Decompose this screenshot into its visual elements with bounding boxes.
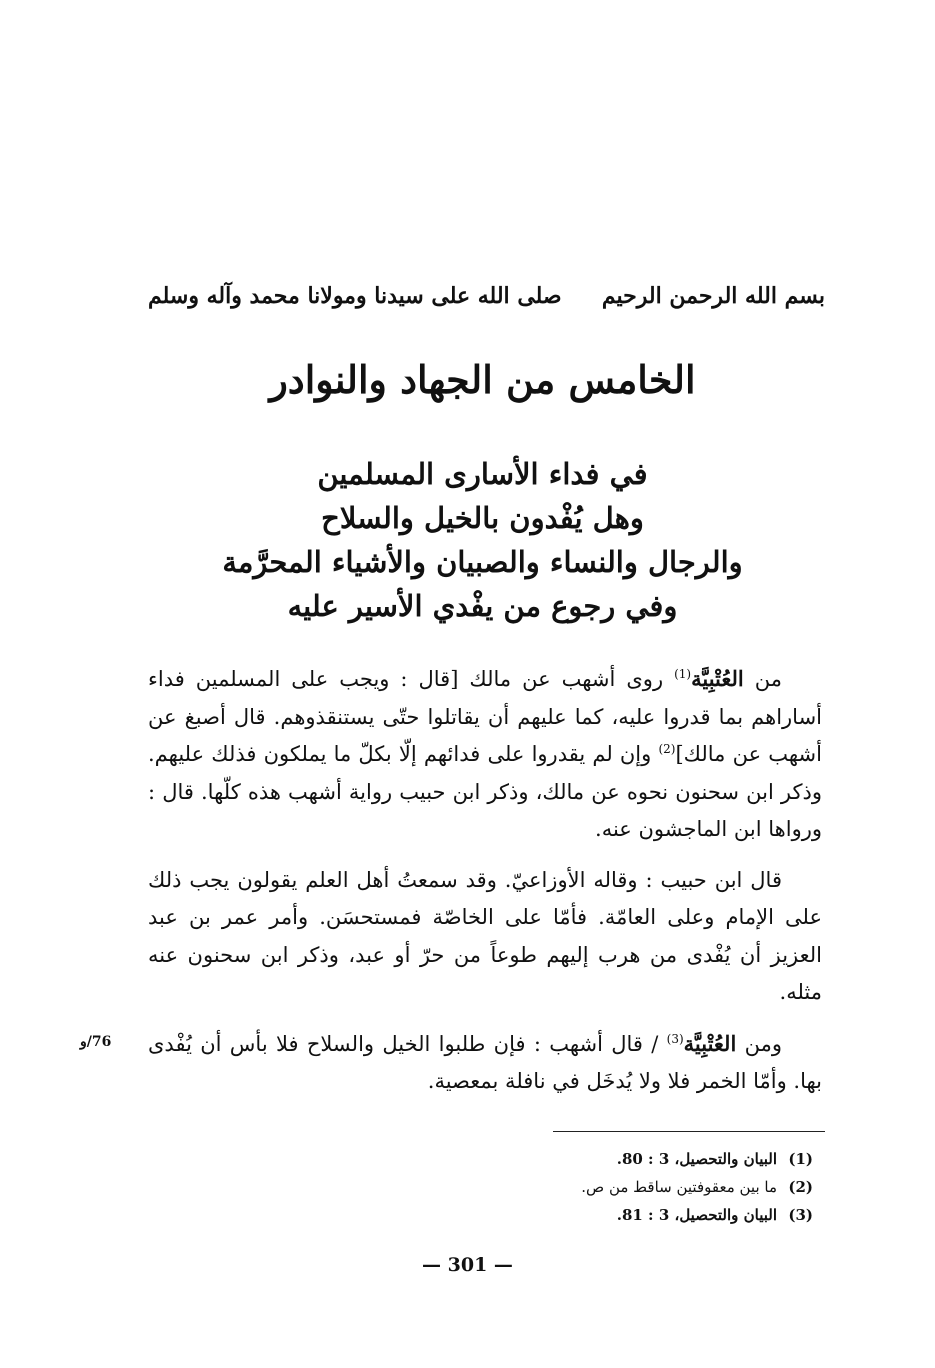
footnote-item	[420, 1173, 813, 1201]
footnote-source: البيان والتحصيل، 3 : 80.	[616, 1150, 777, 1168]
footnote-item	[420, 1145, 813, 1173]
footnote-text: ما بين معقوفتين ساقط من ص.	[581, 1178, 777, 1196]
subtitle-line: في فداء الأسارى المسلمين	[317, 457, 648, 491]
basmala-header	[140, 283, 825, 323]
paragraph-text: روى أشهب عن مالك [قال : ويجب على المسلمين فداء أساراهم بما قدروا عليه، كما عليهم أن يقاتلوا حتّى يستنقذوهم. قال أصبغ عن أشهب عن مالك]	[148, 667, 822, 766]
salawat-text: صلى الله على سيدنا ومولانا محمد وآله وسلم	[148, 283, 562, 309]
subtitle-line: وفي رجوع من يفْدي الأسير عليه	[287, 589, 678, 623]
paragraph-lead: ومن	[744, 1031, 782, 1056]
footnote-item	[420, 1201, 813, 1229]
paragraph-2: قال ابن حبيب : وقاله الأوزاعيّ. وقد سمعتُ أهل العلم يقولون يجب ذلك على الإمام وعلى العامّة. فأمّا على الخاصّة فمستحسَن. وأمر عمر بن عبد العزيز أن يُفْدى من هرب إليهم طوعاً من حرّ أو عبد، وذكر ابن سحنون عنه مثله.	[148, 867, 822, 1004]
footnote-number: (1)	[788, 1150, 813, 1168]
source-title: العُتْبِيَّة	[691, 666, 744, 691]
page-number: — 301 —	[422, 1254, 513, 1276]
chapter-title: الخامس من الجهاد والنوادر	[269, 357, 696, 402]
footnote-source: البيان والتحصيل، 3 : 81.	[616, 1206, 777, 1224]
body-text	[148, 660, 822, 1101]
paragraph-text: وإن لم يقدروا على فدائهم إلّا بكلّ ما يملكون فذلك عليهم. وذكر ابن سحنون نحوه عن مالك، وذكر ابن حبيب رواية أشهب هذه كلّها. قال : ورواها ابن الماجشون عنه.	[148, 742, 822, 841]
paragraph-text: / قال أشهب : فإن طلبوا الخيل والسلاح فلا بأس أن يُفْدى بها. وأمّا الخمر فلا ولا يُدخَل في نافلة بمعصية.	[148, 1031, 822, 1093]
paragraph-3	[148, 1025, 822, 1101]
footnote-divider	[553, 1131, 825, 1132]
basmala-text: بسم الله الرحمن الرحيم	[601, 283, 825, 309]
footnote-number: (3)	[788, 1206, 813, 1224]
folio-marker: 76/و	[80, 1034, 112, 1050]
section-subtitle	[140, 452, 825, 628]
source-title: العُتْبِيَّة	[683, 1030, 737, 1056]
footnote-number: (2)	[788, 1178, 813, 1196]
footnote-ref: (2)	[658, 742, 676, 756]
paragraph-lead: من	[754, 667, 782, 691]
subtitle-line: والرجال والنساء والصبيان والأشياء المحرَّمة	[222, 545, 743, 579]
paragraph-1	[148, 660, 822, 849]
footnotes	[420, 1145, 813, 1229]
footnote-ref: (1)	[674, 667, 692, 681]
footnote-ref: (3)	[666, 1031, 684, 1046]
subtitle-line: وهل يُفْدون بالخيل والسلاح	[321, 501, 644, 535]
